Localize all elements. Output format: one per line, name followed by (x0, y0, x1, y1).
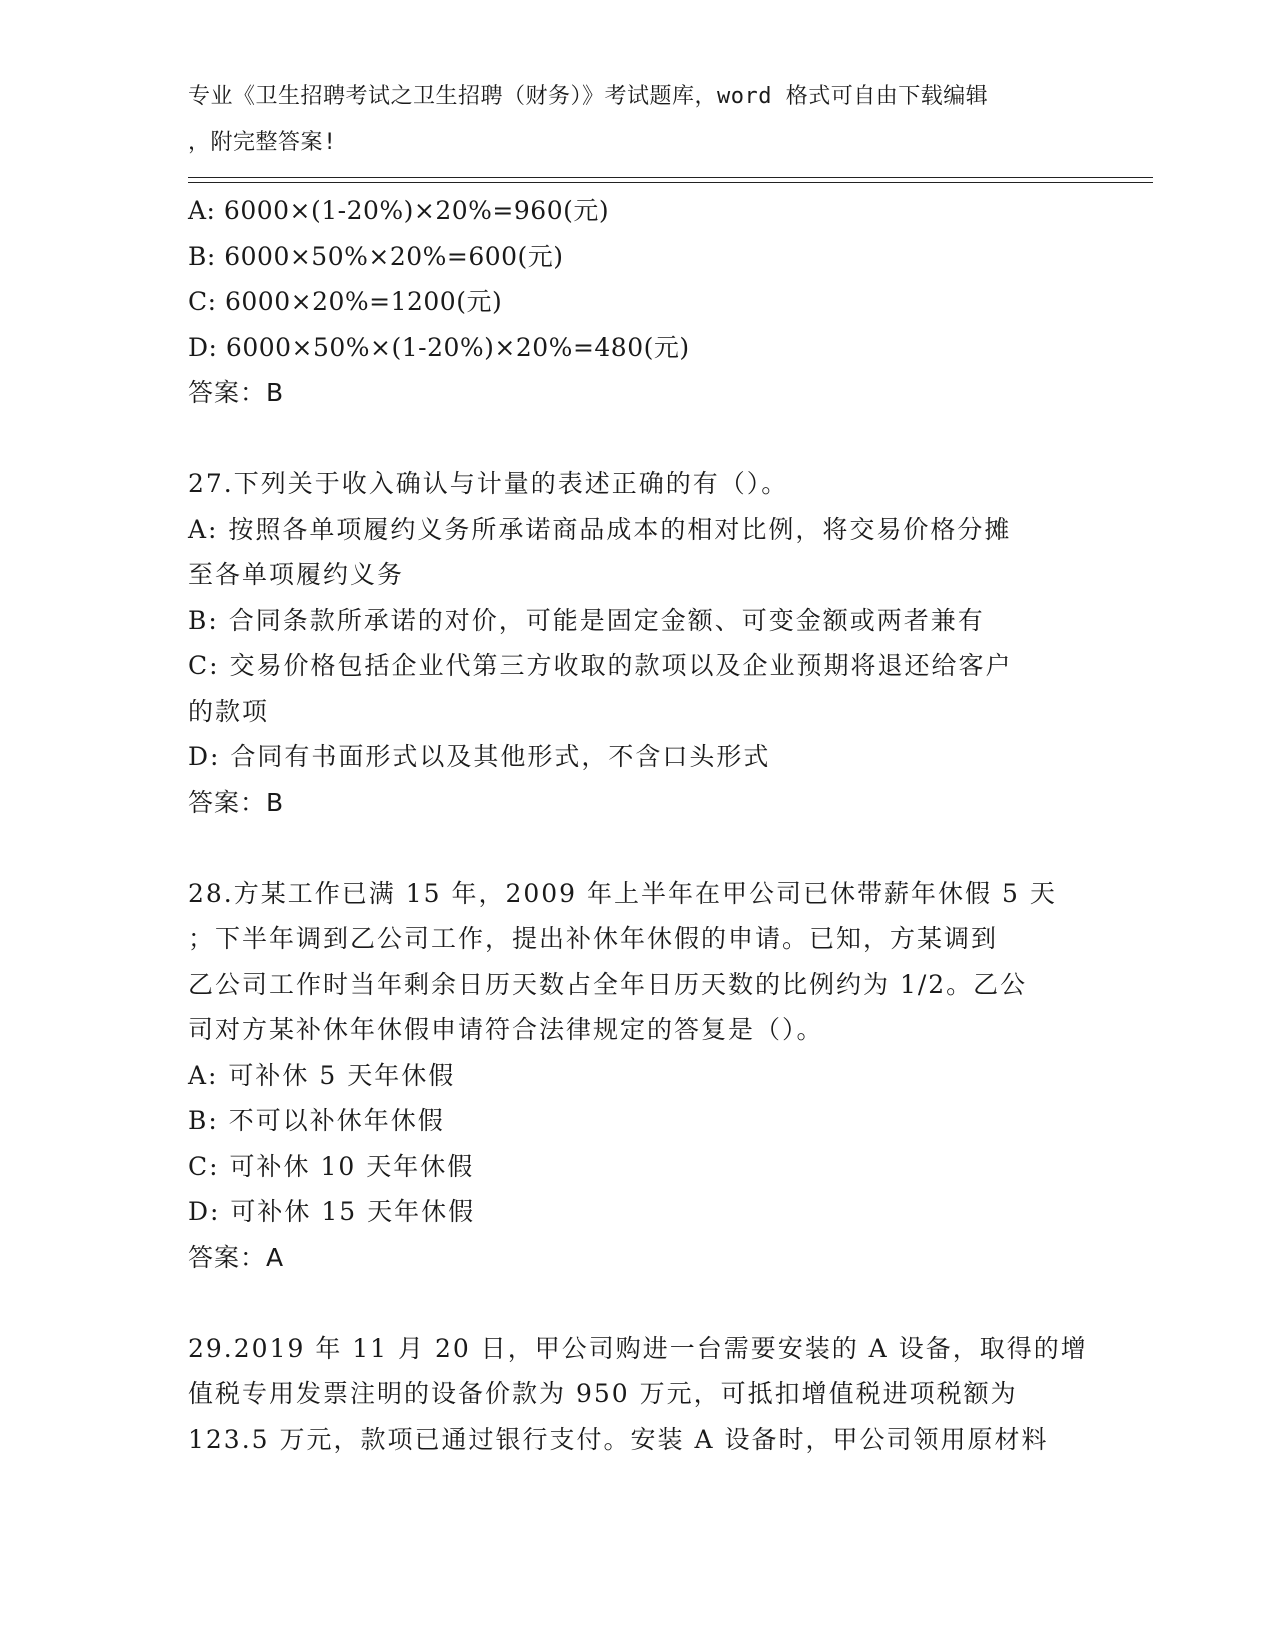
header-divider-bottom (188, 182, 1153, 183)
option-d: D: 可补休 15 天年休假 (188, 1197, 476, 1226)
question-stem-line-1: 28.方某工作已满 15 年，2009 年上半年在甲公司已休带薪年休假 5 天 (188, 878, 1057, 908)
header-line-1: 专业《卫生招聘考试之卫生招聘（财务）》考试题库，word 格式可自由下载编辑 (188, 84, 989, 109)
document-header (188, 74, 1068, 165)
option-b: B: 不可以补休年休假 (188, 1106, 445, 1135)
answer-label: 答案：B (188, 787, 285, 817)
answer-label: 答案：A (188, 1242, 285, 1272)
question-29 (188, 1326, 1088, 1463)
question-28 (188, 871, 1088, 1281)
spacer (188, 825, 1088, 871)
option-c: C: 交易价格包括企业代第三方收取的款项以及企业预期将退还给客户 (188, 651, 1013, 680)
question-26 (188, 188, 1088, 416)
question-stem-line-1: 29.2019 年 11 月 20 日，甲公司购进一台需要安装的 A 设备，取得的增 (188, 1333, 1088, 1363)
option-d: D: 合同有书面形式以及其他形式，不含口头形式 (188, 742, 771, 771)
question-stem-line-2: 值税专用发票注明的设备价款为 950 万元，可抵扣增值税进项税额为 (188, 1379, 1018, 1408)
question-stem-line-4: 司对方某补休年休假申请符合法律规定的答复是（）。 (188, 1015, 824, 1044)
option-b: B: 6000×50%×20%=600(元) (188, 241, 564, 271)
option-c: C: 可补休 10 天年休假 (188, 1151, 475, 1181)
header-line-2: ，附完整答案! (188, 129, 337, 155)
option-a-continued: 至各单项履约义务 (188, 560, 405, 589)
option-c: C: 6000×20%=1200(元) (188, 287, 503, 316)
header-divider-top (188, 177, 1153, 178)
question-stem: 27.下列关于收入确认与计量的表述正确的有（）。 (188, 469, 789, 498)
option-d: D: 6000×50%×(1-20%)×20%=480(元) (188, 332, 690, 362)
option-c-continued: 的款项 (188, 696, 270, 726)
option-a: A: 按照各单项履约义务所承诺商品成本的相对比例，将交易价格分摊 (188, 514, 1012, 544)
option-b: B: 合同条款所承诺的对价，可能是固定金额、可变金额或两者兼有 (188, 605, 985, 635)
question-27 (188, 461, 1088, 825)
option-a: A: 可补休 5 天年休假 (188, 1060, 456, 1090)
question-stem-line-2: ；下半年调到乙公司工作，提出补休年休假的申请。已知，方某调到 (188, 924, 999, 953)
spacer (188, 416, 1088, 462)
question-stem-line-3: 乙公司工作时当年剩余日历天数占全年日历天数的比例约为 1/2。乙公 (188, 969, 1028, 999)
answer-label: 答案：B (188, 378, 285, 407)
document-body (188, 188, 1088, 1462)
spacer (188, 1280, 1088, 1326)
question-stem-line-3: 123.5 万元，款项已通过银行支付。安装 A 设备时，甲公司领用原材料 (188, 1424, 1049, 1454)
option-a: A: 6000×(1-20%)×20%=960(元) (188, 196, 610, 225)
